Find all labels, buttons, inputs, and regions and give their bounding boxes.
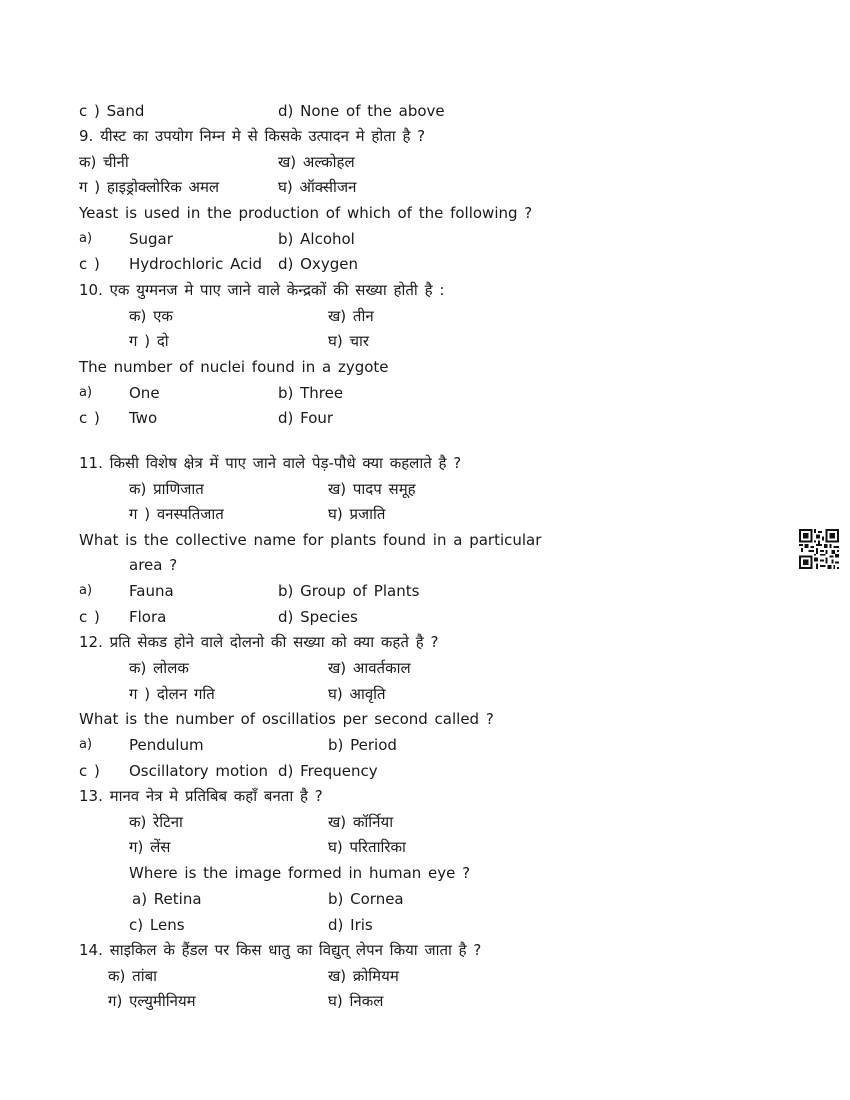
question-9-hindi: 9. यीस्ट का उपयोग निम्न मे से किसके उत्पादन मे होता है ? <box>79 127 426 145</box>
option-line: b) Three <box>278 384 344 402</box>
option-line: One <box>129 384 160 402</box>
question-11-english: What is the collective name for plants found in a particular <box>79 531 542 549</box>
option-line: घ) ऑक्सीजन <box>278 178 357 196</box>
option-line: b) Alcohol <box>278 230 355 248</box>
option-line: d) Four <box>278 409 334 427</box>
option-line: d) Species <box>278 608 358 626</box>
option-line: Flora <box>129 608 167 626</box>
option-line: घ) परितारिका <box>328 838 406 856</box>
option-letter: c ) <box>79 255 100 273</box>
question-10-hindi: 10. एक युग्मनज मे पाए जाने वाले केन्द्रकों की सख्या होती है : <box>79 281 445 299</box>
option-line: घ) प्रजाति <box>328 505 386 523</box>
option-line: Fauna <box>129 582 174 600</box>
question-11-english-cont: area ? <box>129 556 178 574</box>
option-line: d) Frequency <box>278 762 378 780</box>
option-line: b) Period <box>328 736 397 754</box>
option-line: क) रेटिना <box>129 813 183 831</box>
option-letter: c ) <box>79 409 100 427</box>
option-letter: c ) <box>79 762 100 780</box>
option-line: घ) आवृति <box>328 685 386 703</box>
question-13-hindi: 13. मानव नेत्र मे प्रतिबिब कहाँ बनता है ? <box>79 787 323 805</box>
option-letter: a) <box>79 231 93 246</box>
option-line: Sugar <box>129 230 173 248</box>
option-line: घ) चार <box>328 332 370 350</box>
option-line: क) प्राणिजात <box>129 480 204 498</box>
option-line: Two <box>129 409 158 427</box>
question-13-english: Where is the image formed in human eye ? <box>129 864 471 882</box>
qr-code-icon <box>799 529 839 569</box>
option-line: ख) आवर्तकाल <box>328 659 411 677</box>
option-line: Hydrochloric Acid <box>129 255 263 273</box>
option-line: ख) क्रोमियम <box>328 967 399 985</box>
question-12-english: What is the number of oscillatios per second called ? <box>79 710 494 728</box>
option-line: b) Group of Plants <box>278 582 420 600</box>
option-letter: a) <box>79 385 93 400</box>
option-letter: a) <box>79 583 93 598</box>
option-line: ग ) हाइड्रोक्लोरिक अमल <box>79 178 220 196</box>
option-line: ख) कॉर्निया <box>328 813 394 831</box>
option-line: ख) अल्कोहल <box>278 153 355 171</box>
option-line: क) एक <box>129 307 173 325</box>
question-12-hindi: 12. प्रति सेकड होने वाले दोलनो की सख्या को क्या कहते है ? <box>79 633 439 651</box>
option-line: d) None of the above <box>278 102 445 120</box>
question-9-english: Yeast is used in the production of which of the following ? <box>79 204 533 222</box>
option-line: Oscillatory motion <box>129 762 268 780</box>
option-letter: a) <box>79 737 93 752</box>
question-10-english: The number of nuclei found in a zygote <box>79 358 389 376</box>
option-line: ख) तीन <box>328 307 374 325</box>
option-letter: c ) <box>79 608 100 626</box>
option-line: d) Iris <box>328 916 373 934</box>
option-line: a) Retina <box>132 890 202 908</box>
option-line: क) चीनी <box>79 153 129 171</box>
option-line: ख) पादप समूह <box>328 480 416 498</box>
option-line: c) Lens <box>129 916 185 934</box>
option-line: क) लोलक <box>129 659 189 677</box>
option-line: ग ) वनस्पतिजात <box>129 505 224 523</box>
question-14-hindi: 14. साइकिल के हैंडल पर किस धातु का विद्युत् लेपन किया जाता है ? <box>79 941 482 959</box>
option-line: b) Cornea <box>328 890 404 908</box>
option-line: d) Oxygen <box>278 255 358 273</box>
option-line: क) तांबा <box>108 967 158 985</box>
option-line: ग ) दोलन गति <box>129 685 215 703</box>
option-line: c ) Sand <box>79 102 145 120</box>
option-line: ग) एल्युमीनियम <box>108 992 196 1010</box>
question-11-hindi: 11. किसी विशेष क्षेत्र में पाए जाने वाले पेड़-पौधे क्या कहलाते है ? <box>79 454 462 472</box>
option-line: घ) निकल <box>328 992 384 1010</box>
option-line: ग ) दो <box>129 332 169 350</box>
option-line: ग) लेंस <box>129 838 171 856</box>
option-line: Pendulum <box>129 736 204 754</box>
